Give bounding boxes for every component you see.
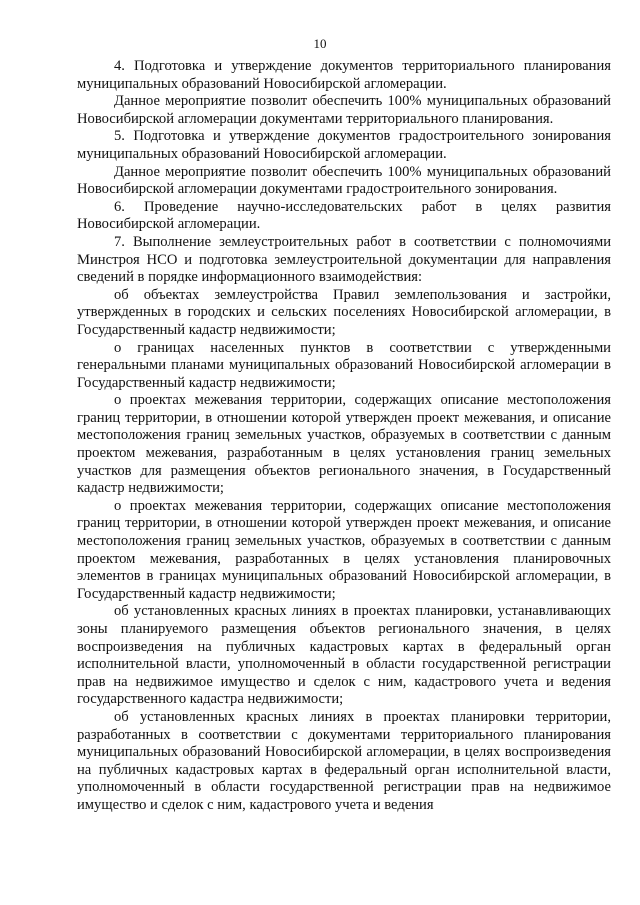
paragraph: Данное мероприятие позволит обеспечить 100% муниципальных образований Новосибирской агломерации документами градостроительного зонирования. xyxy=(77,163,611,198)
page-number: 10 xyxy=(313,36,327,51)
paragraph: об объектах землеустройства Правил землепользования и застройки, утвержденных в городских и сельских поселениях Новосибирской агломерации, в Государственный кадастр недвижимости; xyxy=(77,286,611,338)
paragraph: 5. Подготовка и утверждение документов градостроительного зонирования муниципальных образований Новосибирской агломерации. xyxy=(77,128,611,162)
paragraph: об установленных красных линиях в проектах планировки территории, разработанных в соответствии с документами территориального планирования муниципальных образований Новосибирской агломерации, в целях воспроизведения на публичных кадастровых картах в федеральный орган исполнительной власти, уполномоченный в области государственной регистрации прав на недвижимое имущество и сделок с ним, кадастрового учета и ведения xyxy=(77,708,611,813)
paragraph: о проектах межевания территории, содержащих описание местоположения границ территории, в отношении которой утвержден проект межевания, и описание местоположения границ земельных участков, образуемых в соответствии с данным проектом межевания, разработанных в целях установления планировочных элементов в границах муниципальных образований Новосибирской агломерации, в Государственный кадастр недвижимости; xyxy=(77,497,611,602)
paragraph: о проектах межевания территории, содержащих описание местоположения границ территории, в отношении которой утвержден проект межевания, и описание местоположения границ земельных участков, образуемых в соответствии с данным проектом межевания, разработанным в целях установления границ земельных участков для размещения объектов регионального значения, в Государственный кадастр недвижимости; xyxy=(77,392,611,497)
paragraph: о границах населенных пунктов в соответствии с утвержденными генеральными планами муниципальных образований Новосибирской агломерации в Государственный кадастр недвижимости; xyxy=(77,339,611,391)
paragraph: 4. Подготовка и утверждение документов территориального планирования муниципальных образований Новосибирской агломерации. xyxy=(77,58,611,92)
paragraph: 7. Выполнение землеустроительных работ в соответствии с полномочиями Минстроя НСО и подготовка землеустроительной документации для направления сведений в порядке информационного взаимодействия: xyxy=(77,233,611,286)
paragraph: 6. Проведение научно-исследовательских работ в целях развития Новосибирской агломерации. xyxy=(77,198,611,233)
paragraph: Данное мероприятие позволит обеспечить 100% муниципальных образований Новосибирской агломерации документами территориального планирования. xyxy=(77,93,611,127)
paragraph: об установленных красных линиях в проектах планировки, устанавливающих зоны планируемого размещения объектов регионального значения, в целях воспроизведения на публичных кадастровых картах в федеральный орган исполнительной власти, уполномоченный в области государственной регистрации прав на недвижимое имущество и сделок с ним, кадастрового учета и ведения государственного кадастра недвижимости; xyxy=(77,603,611,708)
document-body xyxy=(77,58,611,815)
